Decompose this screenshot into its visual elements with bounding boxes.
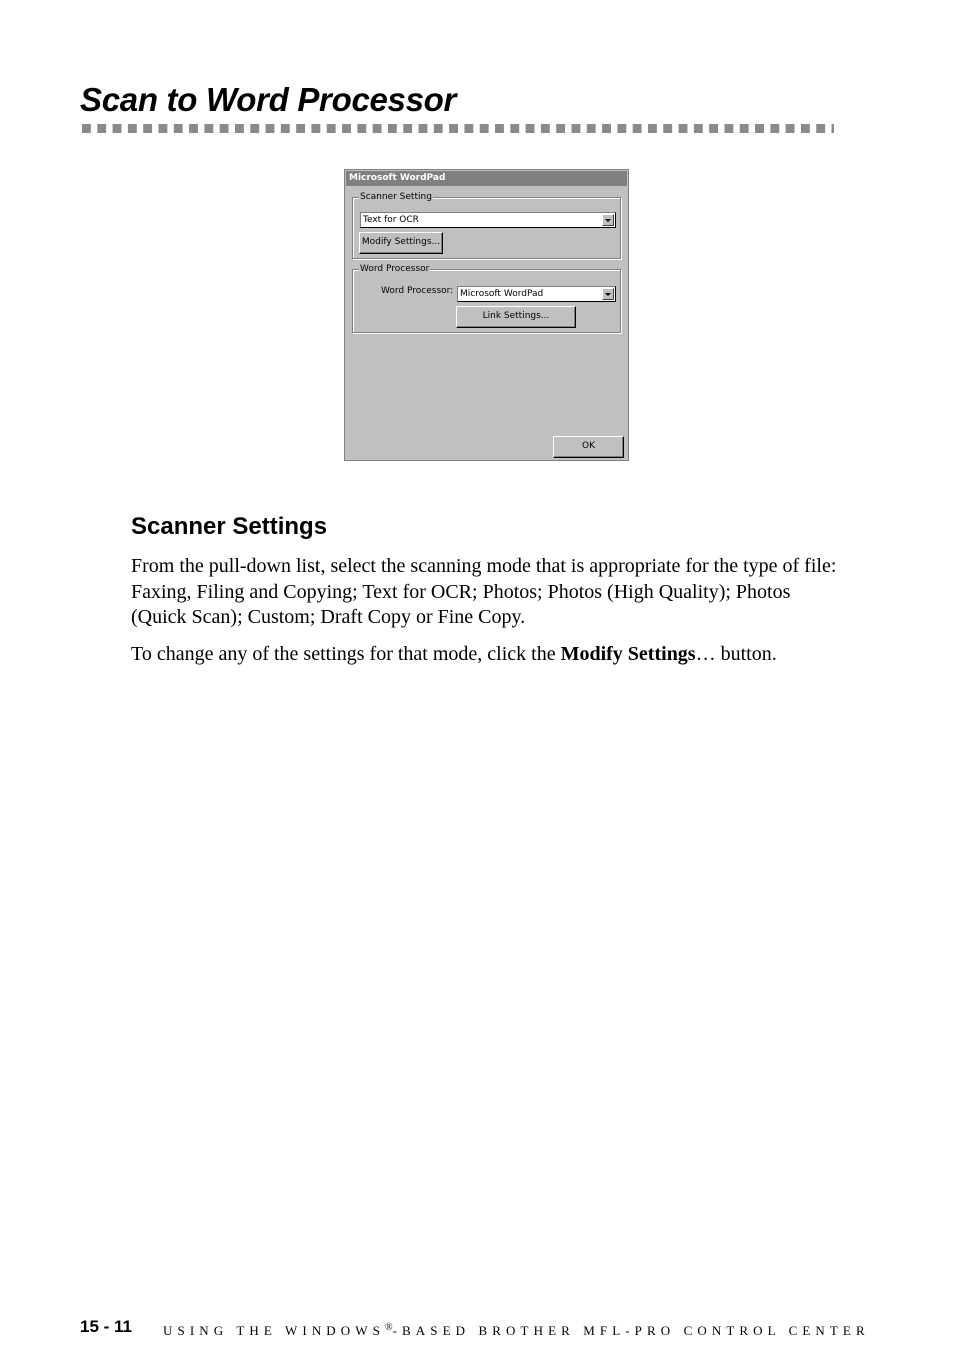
word-processor-group [352,264,621,333]
title-divider [82,124,834,133]
section-heading: Scanner Settings [131,513,328,540]
ok-button[interactable]: OK [553,436,624,458]
dialog-titlebar: Microsoft WordPad [346,171,627,186]
registered-mark: ® [385,1322,393,1333]
body-paragraph-1: From the pull-down list, select the scanning mode that is appropriate for the type of file: Faxing, Filing and Copying; Text for OCR; Photos; Photos (High Quality); Photos (Quick Scan); Custom; Draft Copy or Fine Copy. [131,555,837,628]
scan-mode-select[interactable] [360,212,616,228]
footer-running-title [163,1319,870,1340]
link-settings-button[interactable]: Link Settings... [456,306,576,328]
footer-text-after: -BASED BROTHER MFL-PRO CONTROL CENTER [392,1323,870,1338]
word-processor-select[interactable] [457,286,616,302]
scan-mode-value: Text for OCR [363,215,419,225]
modify-settings-button[interactable]: Modify Settings... [359,232,443,254]
scanner-setting-group-label: Scanner Setting [360,192,432,202]
footer-page-number: 15 - 11 [80,1317,132,1336]
para2-text-before: To change any of the settings for that mode, click the [131,643,561,665]
para2-text-after: … button. [695,643,777,665]
wordpad-settings-dialog [344,169,629,461]
footer-text-before: USING THE WINDOWS [163,1323,385,1338]
chevron-down-icon[interactable] [602,214,614,226]
page-title: Scan to Word Processor [80,81,457,118]
chevron-down-icon[interactable] [602,288,614,300]
scanner-setting-group [352,192,621,259]
body-paragraph-2 [131,642,841,668]
word-processor-value: Microsoft WordPad [460,289,544,299]
word-processor-group-label: Word Processor [360,264,430,274]
modify-settings-emphasis: Modify Settings [560,643,696,665]
word-processor-field-label: Word Processor: [381,286,454,296]
